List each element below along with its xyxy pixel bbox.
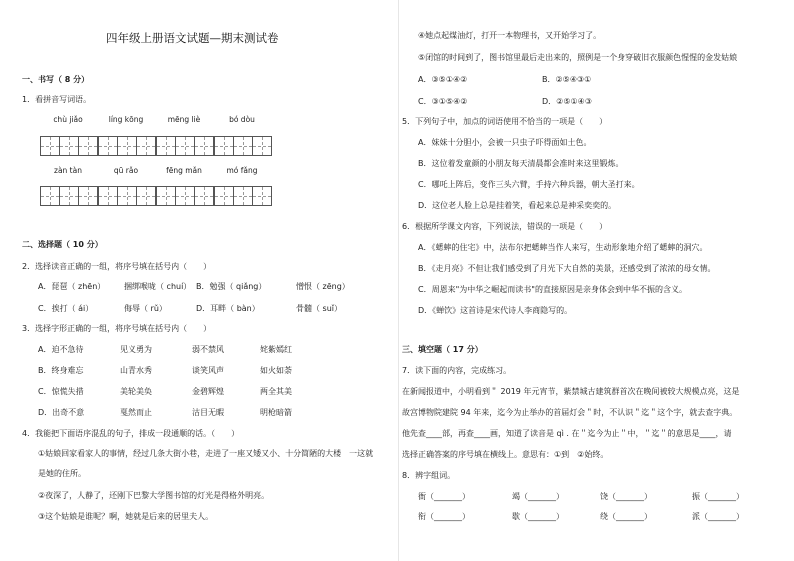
passage-line: 选择正确答案的序号填在横线上。意思有：①到 ②始终。 — [402, 450, 609, 459]
option: B．这位着发童颜的小朋友每天清晨都会准时来这里锻炼。 — [418, 159, 624, 168]
sentence: ②夜深了，人静了，还刚下巴黎大学图书馆的灯光是得格外明亮。 — [38, 491, 270, 500]
pinyin-label: chù jiǎo — [53, 115, 83, 124]
question-1: 1．看拼音写词语。 — [22, 95, 92, 104]
word-pair[interactable]: 派（_______） — [692, 512, 744, 521]
question-7: 7．读下面的内容，完成练习。 — [402, 366, 512, 375]
option: 骨髓（ suǐ） — [296, 304, 343, 313]
passage-line: 他先查____部，再查____画，知道了读音是 qì . 在＂迄今为止＂中，＂迄＂的意思是____，请 — [402, 429, 732, 438]
option: 侮辱（ rǔ） — [124, 304, 167, 313]
option: D．耳畔（ bàn） — [196, 304, 260, 313]
section-heading-writing: 一、书写（ 8 分） — [22, 75, 90, 84]
option: 戛然而止 — [120, 408, 152, 417]
sentence: ⑤闭馆的时间到了，图书馆里最后走出来的，照例是一个身穿破旧衣服颜色惺惺的金发姑娘 — [418, 53, 738, 62]
option: D．《蝉饮》这首诗是宋代诗人李商隐写的。 — [418, 306, 573, 315]
option: B．②⑤④③① — [542, 75, 592, 84]
option: B．《走月亮》不但让我们感受到了月光下大自然的美景，还感受到了浓浓的母女情。 — [418, 264, 716, 273]
option: C．周恩来"为中华之崛起而读书"的直接原因是亲身体会到中华不振的含义。 — [418, 285, 687, 294]
writing-grid[interactable] — [214, 186, 272, 206]
option: 明枪暗箭 — [260, 408, 292, 417]
word-pair[interactable]: 衔（_______） — [418, 512, 470, 521]
option: 见义勇为 — [120, 345, 152, 354]
writing-grid[interactable] — [40, 136, 98, 156]
option: C．③①⑤④② — [418, 97, 468, 106]
question-8: 8．辨字组词。 — [402, 471, 456, 480]
writing-grid[interactable] — [98, 136, 156, 156]
option: A．《蟋蟀的住宅》中，法布尔把蟋蟀当作人来写，生动形象地介绍了蟋蟀的洞穴。 — [418, 243, 708, 252]
option: A．妹妹十分胆小，会被一只虫子吓得面如土色。 — [418, 138, 592, 147]
option: D．这位老人脸上总是挂着笑，看起来总是神采奕奕的。 — [418, 201, 617, 210]
option: A．③⑤①④② — [418, 75, 468, 84]
word-pair[interactable]: 饶（_______） — [600, 492, 652, 501]
word-pair[interactable]: 竭（_______） — [512, 492, 564, 501]
option: 弱不禁风 — [192, 345, 224, 354]
question-5: 5．下列句子中，加点的词语使用不恰当的一项是（ ） — [402, 117, 608, 126]
question-2: 2．选择读音正确的一组，将序号填在括号内（ ） — [22, 262, 212, 271]
option: C．惊慌失措 — [38, 387, 84, 396]
option: 谈笑风声 — [192, 366, 224, 375]
page-title: 四年级上册语文试题—期末测试卷 — [106, 31, 279, 45]
pinyin-label: mēng liè — [167, 115, 201, 124]
option: B．终身难忘 — [38, 366, 84, 375]
pinyin-label: líng kōng — [108, 115, 144, 124]
option: 金碧辉煌 — [192, 387, 224, 396]
option: A．迫不急待 — [38, 345, 84, 354]
question-4: 4．我能把下面语序混乱的句子，排成一段通顺的话。（ ） — [22, 429, 240, 438]
option: 捆绑喉咙（ chuí） — [124, 282, 192, 291]
option: B．勉强（ qiǎng） — [196, 282, 267, 291]
question-6: 6．根据所学课文内容，下列说法，错误的一项是（ ） — [402, 222, 608, 231]
writing-grid[interactable] — [98, 186, 156, 206]
pinyin-label: mó fǎng — [226, 166, 258, 175]
option: C．哪吒上阵后，变作三头六臂，手持六种兵器，朝大圣打来。 — [418, 180, 640, 189]
option: D．②⑤①④③ — [542, 97, 593, 106]
writing-grid[interactable] — [156, 136, 214, 156]
pinyin-label: bó dòu — [229, 115, 255, 124]
sentence: 是她的住所。 — [38, 469, 86, 478]
pinyin-label: zàn tàn — [54, 166, 82, 175]
option: D．出奇不意 — [38, 408, 85, 417]
word-pair[interactable]: 绕（_______） — [600, 512, 652, 521]
pinyin-label: fēng mǎn — [166, 166, 202, 175]
option: 山青水秀 — [120, 366, 152, 375]
writing-grid[interactable] — [214, 136, 272, 156]
sentence: ①姑娘回家看家人的事情，经过几条大街小巷，走进了一座又矮又小、十分简陋的大楼 一这就 — [38, 449, 374, 458]
column-divider — [398, 0, 399, 561]
option: A．琵琶（ zhēn） — [38, 282, 106, 291]
question-3: 3．选择字形正确的一组，将序号填在括号内（ ） — [22, 324, 212, 333]
pinyin-label: qū rǎo — [113, 166, 139, 175]
word-pair[interactable]: 衙（_______） — [418, 492, 470, 501]
writing-grid[interactable] — [40, 186, 98, 206]
option: 美轮美奂 — [120, 387, 152, 396]
option: 两全其美 — [260, 387, 292, 396]
passage-line: 故宫博物院建院 94 年来，迄今为止举办的首届灯会＂时，不认识＂迄＂这个字，就去查字典。 — [402, 408, 738, 417]
passage-line: 在新闻报道中，小明看到＂ 2019 年元宵节，紫禁城古建筑群首次在晚间被较大规模点亮，这是 — [402, 387, 740, 396]
option: 姹紫嫣红 — [260, 345, 292, 354]
writing-grid[interactable] — [156, 186, 214, 206]
word-pair[interactable]: 振（_______） — [692, 492, 744, 501]
word-pair[interactable]: 歇（_______） — [512, 512, 564, 521]
option: 沽目无暇 — [192, 408, 224, 417]
section-heading-choice: 二、选择题（ 10 分） — [22, 240, 103, 249]
section-heading-fill: 三、填空题（ 17 分） — [402, 345, 483, 354]
sentence: ④她点起煤油灯，打开一本物理书，又开始学习了。 — [418, 31, 602, 40]
sentence: ③这个姑娘是谁呢？啊，她就是后来的居里夫人。 — [38, 512, 214, 521]
option: 如火如荼 — [260, 366, 292, 375]
option: C．挨打（ ái） — [38, 304, 94, 313]
option: 憎恨（ zēng） — [296, 282, 350, 291]
